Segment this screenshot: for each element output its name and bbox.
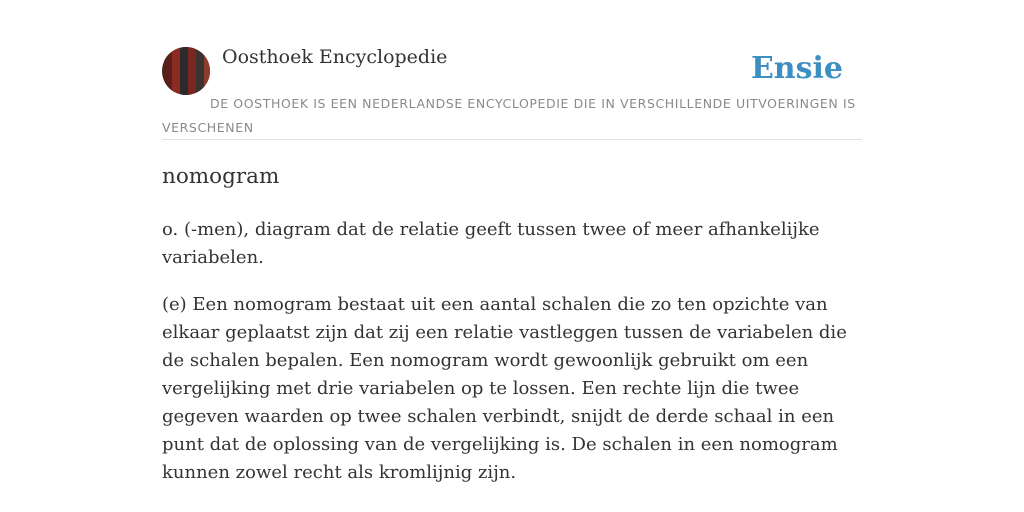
book-spine bbox=[164, 47, 172, 95]
book-spine bbox=[204, 47, 210, 95]
book-spine bbox=[180, 47, 188, 95]
book-spine bbox=[196, 47, 204, 95]
brand-logo-link[interactable]: Ensie bbox=[750, 51, 843, 86]
site-tagline: DE OOSTHOEK IS EEN NEDERLANDSE ENCYCLOPEDIE DIE IN VERSCHILLENDE UITVOERINGEN IS VERSCHENEN bbox=[162, 96, 856, 135]
header-divider bbox=[162, 139, 862, 140]
book-spine bbox=[172, 47, 180, 95]
entry-definition: o. (-men), diagram dat de relatie geeft tussen twee of meer afhankelijke variabelen. bbox=[162, 219, 820, 268]
page-container bbox=[162, 0, 862, 512]
entry-explanation: (e) Een nomogram bestaat uit een aantal schalen die zo ten opzichte van elkaar geplaatst zijn dat zij een relatie vastleggen tussen de variabelen die de schalen bepalen. Een nomogram wordt gewoonlijk gebruikt om een vergelijking met drie variabelen op te lossen. Een rechte lijn die twee gegeven waarden op twee schalen verbindt, snijdt de derde schaal in een punt dat de oplossing van de vergelijking is. De schalen in een nomogram kunnen zowel recht als kromlijnig zijn. bbox=[162, 294, 847, 483]
entry-title: nomogram bbox=[162, 164, 280, 189]
encyclopedia-books-icon[interactable] bbox=[162, 47, 210, 95]
book-spine bbox=[188, 47, 196, 95]
site-title[interactable]: Oosthoek Encyclopedie bbox=[222, 46, 448, 68]
